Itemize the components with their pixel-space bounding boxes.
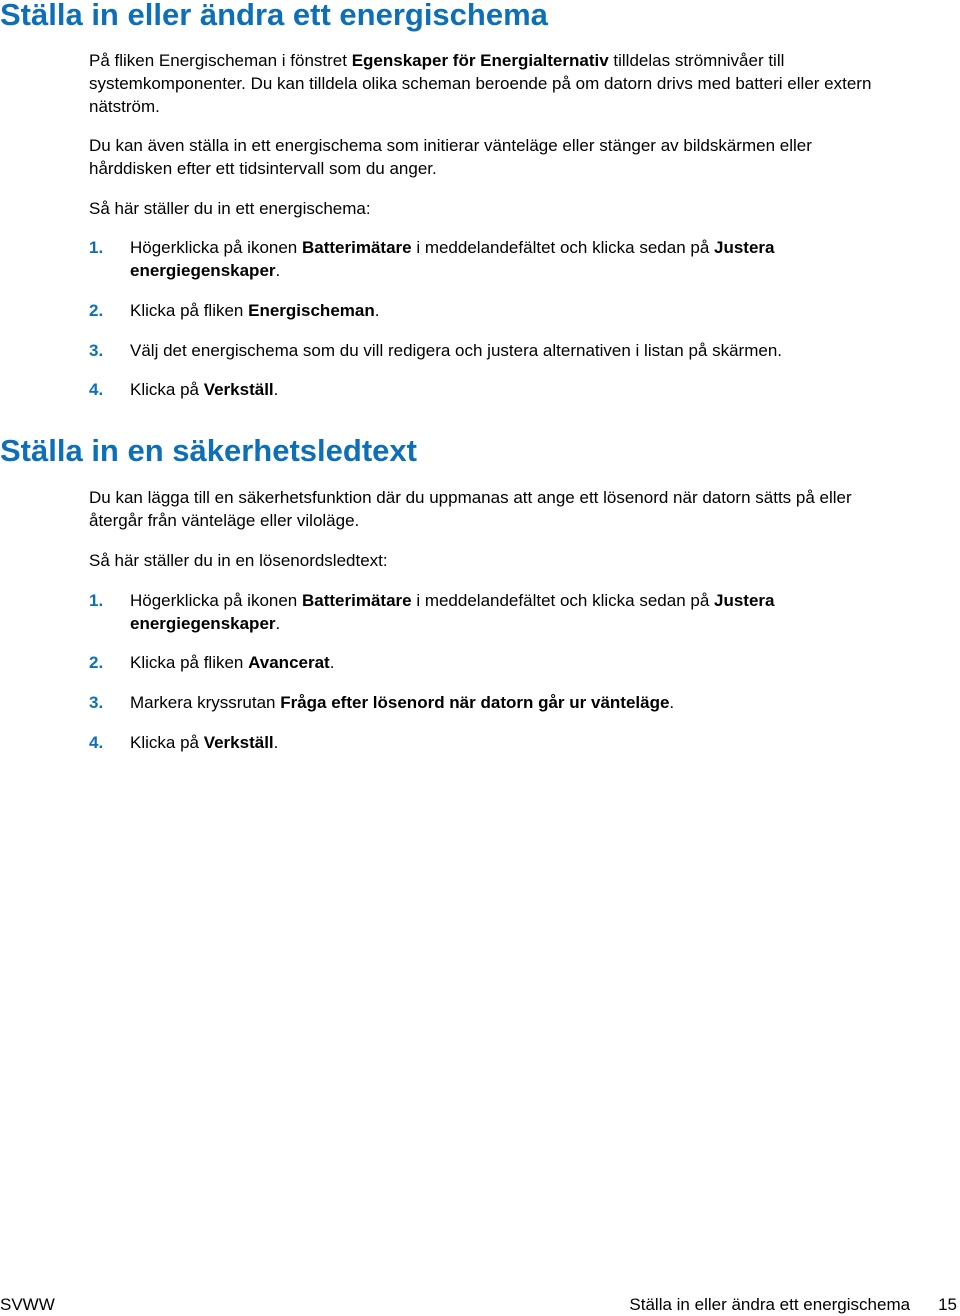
step-text: Klicka på fliken Energischeman. <box>130 301 380 320</box>
step-text: Klicka på Verkställ. <box>130 380 279 399</box>
step-text: Markera kryssrutan Fråga efter lösenord när datorn går ur vänteläge. <box>130 693 675 712</box>
paragraph-energy-standby: Du kan även ställa in ett energischema som initierar vänteläge eller stänger av bildskärmen eller hårddisken efter ett tidsintervall som du anger. <box>89 136 812 178</box>
steps-intro-security: Så här ställer du in en lösenordsledtext: <box>89 551 388 570</box>
section-title-energy-scheme: Ställa in eller ändra ett energischema <box>0 0 548 32</box>
step-text: Klicka på Verkställ. <box>130 733 279 752</box>
step-number: 4. <box>89 733 104 752</box>
step-number: 2. <box>89 653 104 672</box>
step-number: 4. <box>89 380 104 399</box>
section-title-security-prompt: Ställa in en säkerhetsledtext <box>0 433 417 468</box>
step-text: Högerklicka på ikonen Batterimätare i meddelandefältet och klicka sedan på Justera energiegenskaper. <box>130 238 775 280</box>
step-number: 3. <box>89 341 104 360</box>
footer-doc-code: SVWW <box>0 1295 55 1314</box>
footer-chapter-title: Ställa in eller ändra ett energischema <box>629 1295 911 1314</box>
page-number: 15 <box>938 1295 957 1314</box>
step-number: 2. <box>89 301 104 320</box>
paragraph-security-intro: Du kan lägga till en säkerhetsfunktion där du uppmanas att ange ett lösenord när datorn sätts på eller återgår från vänteläge eller viloläge. <box>89 488 852 530</box>
step-text: Välj det energischema som du vill redigera och justera alternativen i listan på skärmen. <box>130 341 782 360</box>
step-number: 1. <box>89 238 104 257</box>
step-number: 3. <box>89 693 104 712</box>
steps-intro-energy: Så här ställer du in ett energischema: <box>89 199 371 218</box>
step-text: Klicka på fliken Avancerat. <box>130 653 335 672</box>
footer-page-info <box>629 1293 957 1316</box>
step-text: Högerklicka på ikonen Batterimätare i meddelandefältet och klicka sedan på Justera energiegenskaper. <box>130 591 775 633</box>
paragraph-energy-intro: På fliken Energischeman i fönstret Egenskaper för Energialternativ tilldelas strömnivåer till systemkomponenter. Du kan tilldela olika scheman beroende på om datorn drivs med batteri eller extern nätström. <box>89 51 872 116</box>
step-number: 1. <box>89 591 104 610</box>
